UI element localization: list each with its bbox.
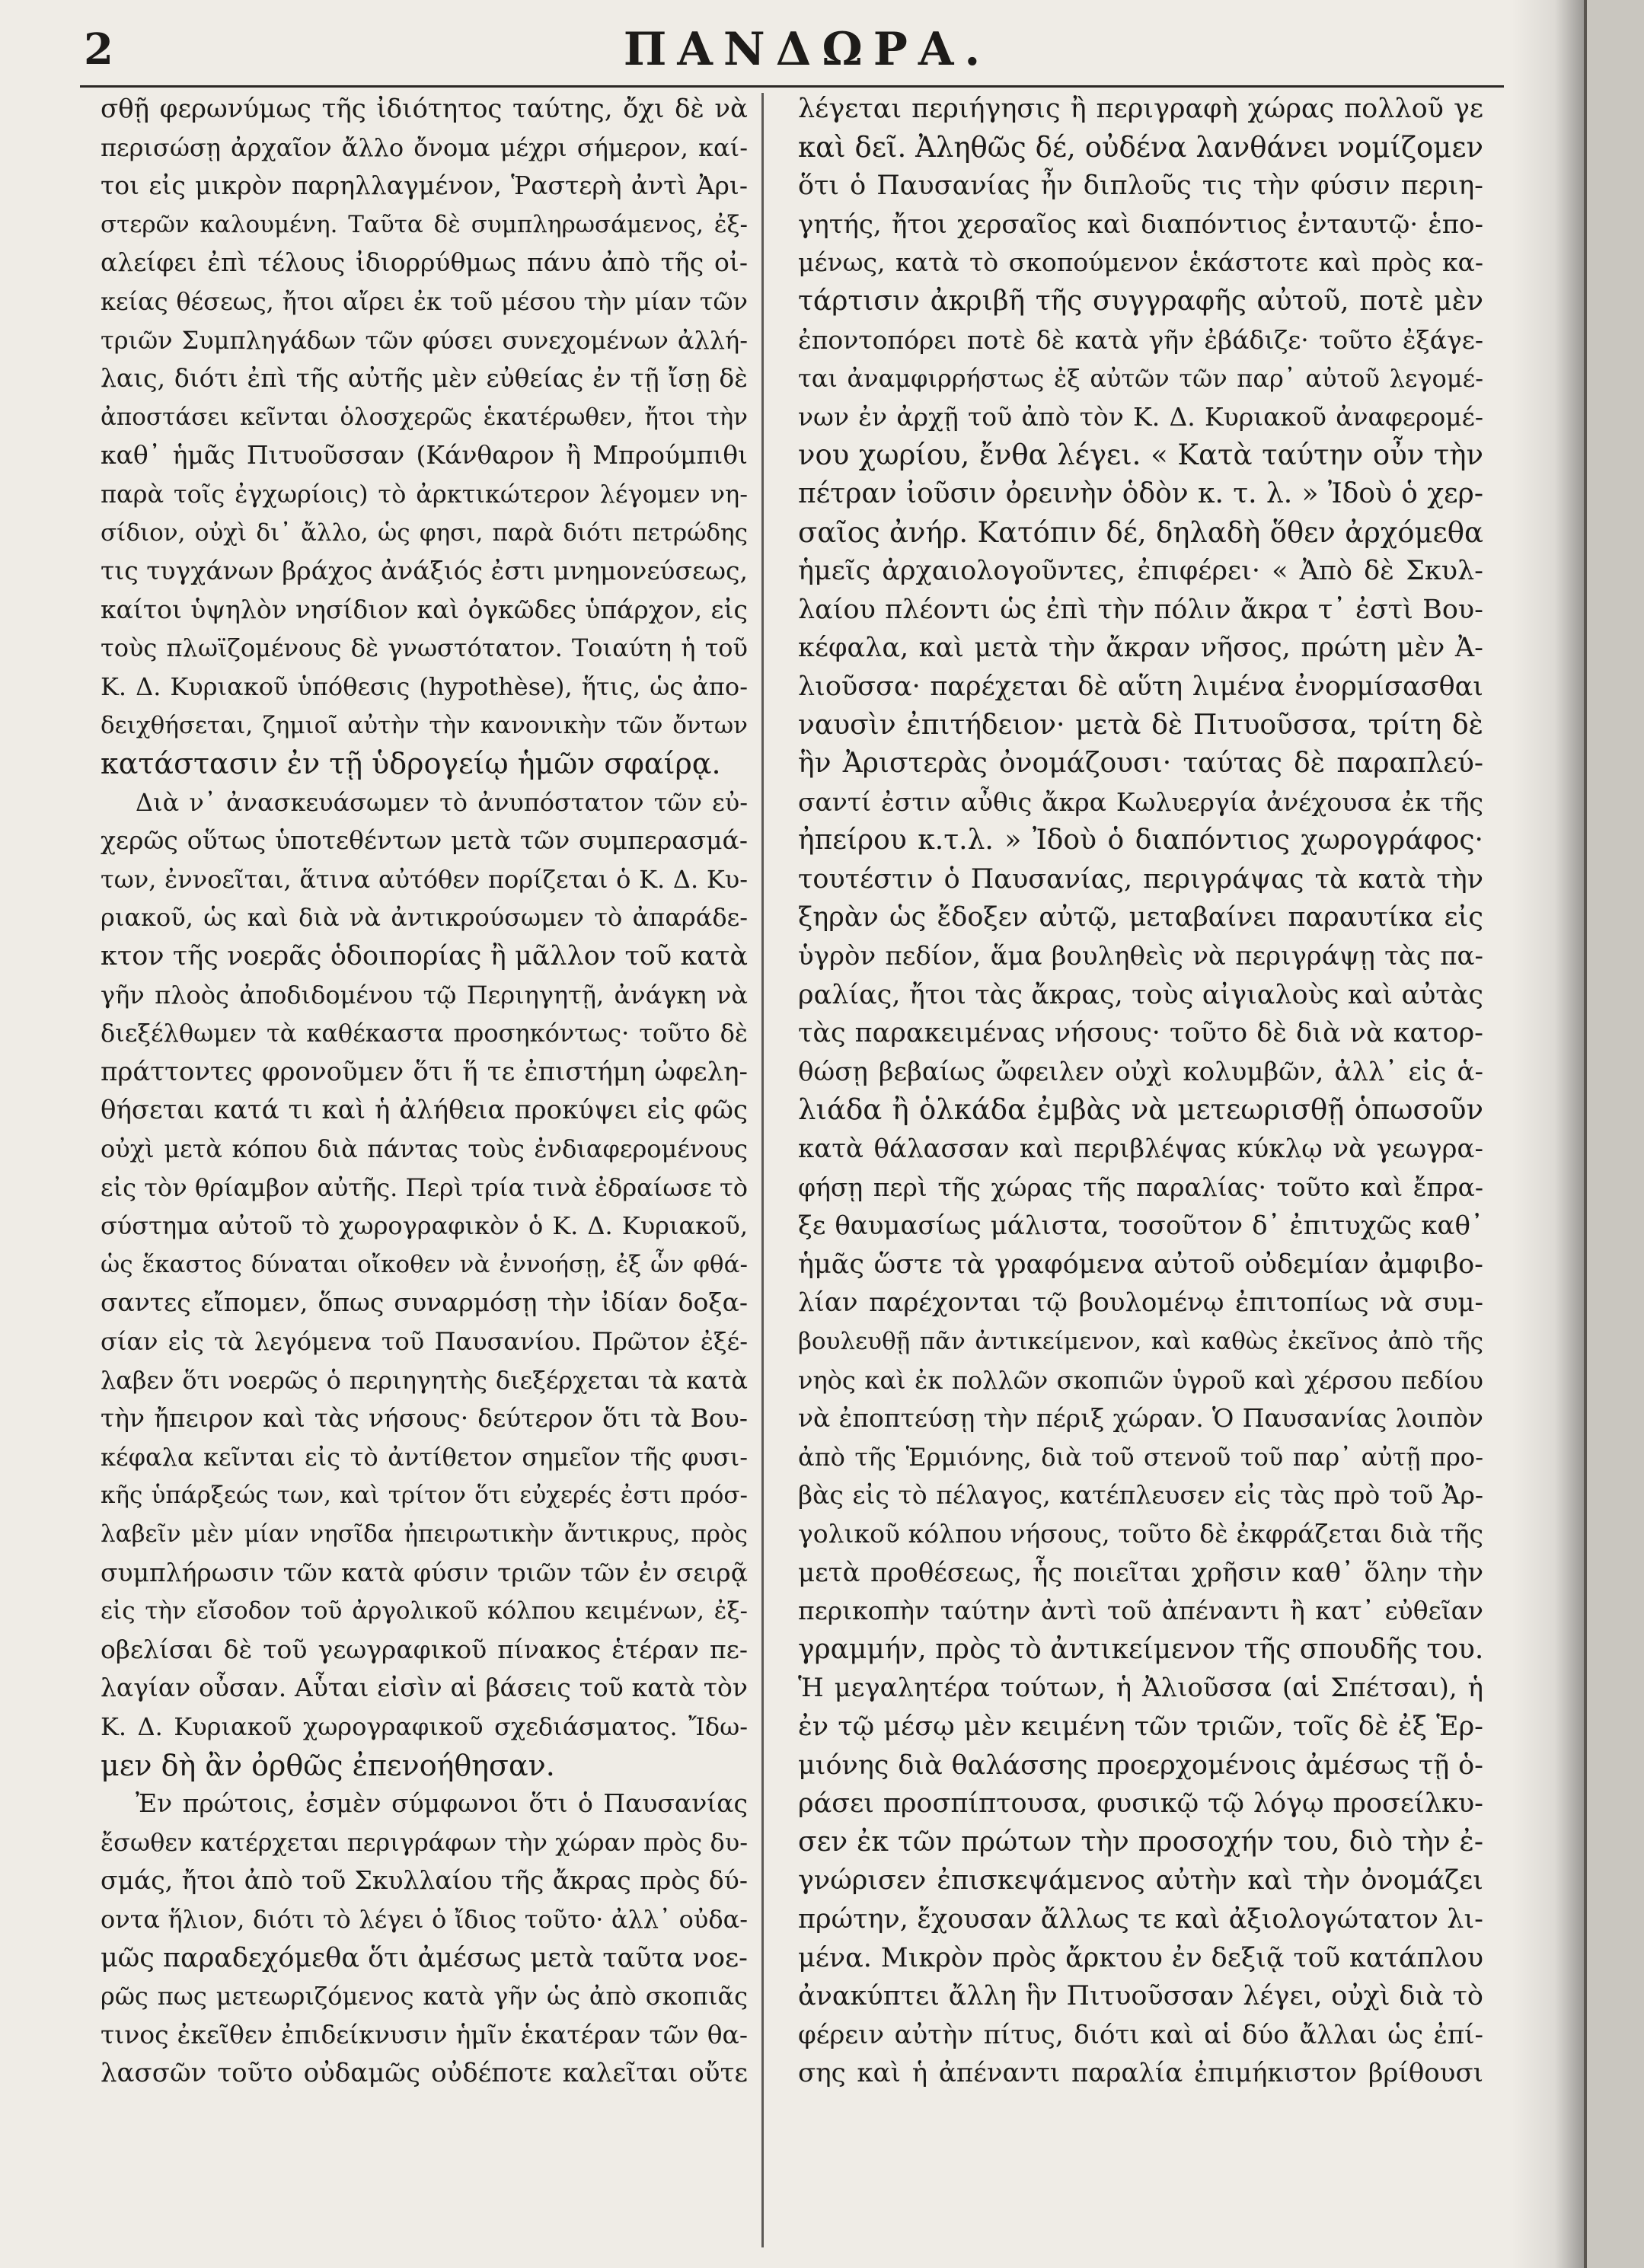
text-line: αλείφει ἐπὶ τέλους ἰδιορρύθμως πάνυ ἀπὸ τῆς οἰ- [101,247,748,278]
text-line: οβελίσαι δὲ τοῦ γεωγραφικοῦ πίνακος ἑτέραν πε- [101,1634,748,1664]
text-line: σαντες εἴπομεν, ὅπως συναρμόσῃ τὴν ἰδίαν δοξα- [101,1287,748,1318]
text-line: κέφαλα κεῖνται εἰς τὸ ἀντίθετον σημεῖον τῆς φυσι- [101,1442,748,1472]
text-line: νου χωρίου, ἔνθα λέγει. « Κατὰ ταύτην οὖν τὴν [798,439,1483,472]
text-line: ὡς ἕκαστος δύναται οἴκοθεν νὰ ἐννοήσῃ, ἐξ ὧν φθά- [101,1250,748,1278]
text-line: φήσῃ περὶ τῆς χώρας τῆς παραλίας· τοῦτο καὶ ἔπρα- [798,1172,1483,1202]
text-line: μεν δὴ ἂν ὀρθῶς ἐπενοήθησαν. [101,1748,555,1782]
text-line: ἐν τῷ μέσῳ μὲν κειμένη τῶν τριῶν, τοῖς δὲ ἐξ Ἑρ- [798,1711,1483,1742]
text-line: πρώτην, ἔχουσαν ἄλλως τε καὶ ἀξιολογώτατον λι- [798,1903,1483,1935]
text-line: ριακοῦ, ὡς καὶ διὰ νὰ ἀντικρούσωμεν τὸ ἀπαράδε- [101,903,748,933]
text-line: ἀπὸ τῆς Ἑρμιόνης, διὰ τοῦ στενοῦ τοῦ παρ᾽ αὐτῇ προ- [798,1442,1483,1472]
text-line: τριῶν Συμπληγάδων τῶν φύσει συνεχομένων ἀλλή- [101,325,748,355]
text-line: θώσῃ βεβαίως ὤφειλεν οὐχὶ κολυμβῶν, ἀλλ᾽ εἰς ἁ- [798,1056,1483,1087]
binding-shadow [1512,0,1584,2268]
text-line: ἔσωθεν κατέρχεται περιγράφων τὴν χώραν πρὸς δυ- [101,1827,748,1857]
text-line: ται ἀναμφιρρήστως ἐξ αὐτῶν τῶν παρ᾽ αὐτοῦ λεγομέ- [798,364,1483,394]
text-line: σίαν εἰς τὰ λεγόμενα τοῦ Παυσανίου. Πρῶτον ἐξέ- [101,1327,748,1356]
text-line: λιάδα ἢ ὁλκάδα ἐμβὰς νὰ μετεωρισθῇ ὁπωσοῦν [798,1093,1483,1127]
text-line: θήσεται κατά τι καὶ ἡ ἀλήθεια προκύψει εἰς φῶς [101,1095,748,1126]
text-line: πέτραν ἰοῦσιν ὀρεινὴν ὁδὸν κ. τ. λ. » Ἰδοὺ ὁ χερ- [798,477,1483,509]
text-line: σαῖος ἀνήρ. Κατόπιν δέ, δηλαδὴ ὅθεν ἀρχόμεθα [798,515,1483,549]
text-line: κτον τῆς νοερᾶς ὁδοιπορίας ἢ μᾶλλον τοῦ κατὰ [101,941,748,972]
text-line: κέφαλα, καὶ μετὰ τὴν ἄκραν νῆσος, πρώτη μὲν Ἀ- [798,633,1483,664]
text-line: σίδιον, οὐχὶ δι᾽ ἄλλο, ὡς φησι, παρὰ διότι πετρώδης [101,518,748,547]
text-line: σαντί ἐστιν αὖθις ἄκρα Κωλυεργία ἀνέχουσα ἐκ τῆς [798,786,1483,817]
text-line: ἡμᾶς ὥστε τὰ γραφόμενα αὐτοῦ οὐδεμίαν ἀμφιβο- [798,1249,1483,1280]
text-line: μένα. Μικρὸν πρὸς ἄρκτου ἐν δεξιᾷ τοῦ κατάπλου [798,1942,1483,1973]
text-line: σμάς, ἤτοι ἀπὸ τοῦ Σκυλλαίου τῆς ἄκρας πρὸς δύ- [101,1865,748,1896]
text-line: τάρτισιν ἀκριβῆ τῆς συγγραφῆς αὐτοῦ, ποτὲ μὲν [798,285,1483,317]
text-line: γραμμήν, πρὸς τὸ ἀντικείμενον τῆς σπουδῆς του. [798,1633,1484,1665]
text-line: κῆς ὑπάρξεώς των, καὶ τρίτον ὅτι εὐχερές ἐστι πρόσ- [101,1482,748,1510]
text-line: καίτοι ὑψηλὸν νησίδιον καὶ ὀγκῶδες ὑπάρχον, εἰς [101,594,748,624]
text-line: τουτέστιν ὁ Παυσανίας, περιγράψας τὰ κατὰ τὴν [798,863,1483,895]
text-line: γητής, ἤτοι χερσαῖος καὶ διαπόντιος ἐνταυτῷ· ἑπο- [798,209,1483,240]
text-line: παρὰ τοῖς ἐγχωρίοις) τὸ ἀρκτικώτερον λέγομεν νη- [101,479,748,509]
text-line: βὰς εἰς τὸ πέλαγος, κατέπλευσεν εἰς τὰς πρὸ τοῦ Ἀρ- [798,1480,1483,1510]
text-line: πράττοντες φρονοῦμεν ὅτι ἥ τε ἐπιστήμη ὠφελη- [101,1056,748,1087]
text-line: λασσῶν τοῦτο οὐδαμῶς οὐδέποτε καλεῖται οὔτε [101,2058,748,2089]
text-line: λίαν παρέχονται τῷ βουλομένῳ ἐπιτοπίως νὰ συμ- [798,1287,1483,1319]
text-line: λιοῦσσα· παρέχεται δὲ αὕτη λιμένα ἐνορμίσασθαι [798,671,1483,702]
text-line: μῶς παραδεχόμεθα ὅτι ἀμέσως μετὰ ταῦτα νοε- [101,1942,748,1973]
left-column [101,90,748,2093]
text-line: Διὰ ν᾽ ἀνασκευάσωμεν τὸ ἀνυπόστατον τῶν εὐ- [136,787,748,817]
column-divider [761,93,764,2247]
text-line: συμπλήρωσιν τῶν κατὰ φύσιν τριῶν τῶν ἐν σειρᾷ [101,1557,748,1587]
text-line: σθῇ φερωνύμως τῆς ἰδιότητος ταύτης, ὄχι δὲ νὰ [101,94,748,124]
text-line: εἰς τὸν θρίαμβον αὐτῆς. Περὶ τρία τινὰ ἐδραίωσε τὸ [101,1172,748,1202]
text-line: χερῶς οὕτως ὑποτεθέντων μετὰ τῶν συμπερασμά- [101,825,748,856]
text-line: γνώρισεν ἐπισκεψάμενος αὐτὴν καὶ τὴν ὀνομάζει [798,1865,1483,1896]
text-line: των, ἐννοεῖται, ἅτινα αὐτόθεν πορίζεται ὁ Κ. Δ. Κυ- [101,864,748,894]
text-line: Κ. Δ. Κυριακοῦ χωρογραφικοῦ σχεδιάσματος. Ἴδω- [101,1711,748,1741]
text-line: ἡμεῖς ἀρχαιολογοῦντες, ἐπιφέρει· « Ἀπὸ δὲ Σκυλ- [798,556,1483,587]
text-line: δειχθήσεται, ζημιοῖ αὐτὴν τὴν κανονικὴν τῶν ὄντων [101,711,748,739]
text-line: λέγεται περιήγησις ἢ περιγραφὴ χώρας πολλοῦ γε [798,94,1483,124]
text-line: κείας θέσεως, ἤτοι αἴρει ἐκ τοῦ μέσου τὴν μίαν τῶν [101,286,748,316]
text-line: λαίου πλέοντι ὡς ἐπὶ τὴν πόλιν ἄκρα τ᾽ ἐστὶ Βου- [798,594,1483,625]
text-line: εἰς τὴν εἴσοδον τοῦ ἀργολικοῦ κόλπου κειμένων, ἐξ- [101,1597,748,1625]
page-number: 2 [84,24,113,75]
text-line: ξηρὰν ὡς ἔδοξεν αὐτῷ, μεταβαίνει παραυτίκα εἰς [798,902,1483,933]
text-line: μένως, κατὰ τὸ σκοπούμενον ἑκάστοτε καὶ πρὸς κα- [798,247,1483,278]
text-line: ἀποστάσει κεῖνται ὁλοσχερῶς ἑκατέρωθεν, ἤτοι τὴν [101,403,748,431]
text-line: νων ἐν ἀρχῇ τοῦ ἀπὸ τὸν Κ. Δ. Κυριακοῦ ἀναφερομέ- [798,401,1483,432]
text-line: ναυσὶν ἐπιτήδειον· μετὰ δὲ Πιτυοῦσσα, τρίτη δὲ [798,709,1483,741]
text-line: καὶ δεῖ. Ἀληθῶς δέ, οὐδένα λανθάνει νομίζομεν [798,130,1483,164]
text-line: οντα ἥλιον, διότι τὸ λέγει ὁ ἴδιος τοῦτο· ἀλλ᾽ οὐδα- [101,1904,748,1934]
text-line: ἣν Ἀριστερὰς ὀνομάζουσι· ταύτας δὲ παραπλεύ- [798,748,1483,780]
text-line: τινος ἐκεῖθεν ἐπιδείκνυσιν ἡμῖν ἑκατέραν τῶν θα- [101,2019,748,2049]
text-line: ἠπείρου κ.τ.λ. » Ἰδοὺ ὁ διαπόντιος χωρογράφος· [798,825,1483,856]
right-column [798,90,1483,2093]
text-line: τοι εἰς μικρὸν παρηλλαγμένον, Ῥαστερὴ ἀντὶ Ἀρι- [101,171,748,201]
text-line: κατὰ θάλασσαν καὶ περιβλέψας κύκλῳ νὰ γεωγρα- [798,1134,1483,1165]
text-line: ράσει προσπίπτουσα, φυσικῷ τῷ λόγῳ προσείλκυ- [798,1788,1483,1820]
text-line: λαις, διότι ἐπὶ τῆς αὐτῆς μὲν εὐθείας ἐν τῇ ἴσῃ δὲ [101,363,748,394]
text-line: μιόνης διὰ θαλάσσης προερχομένοις ἀμέσως τῇ ὁ- [798,1750,1483,1781]
text-line: γολικοῦ κόλπου νήσους, τοῦτο δὲ ἐκφράζεται διὰ τῆς [798,1518,1483,1549]
text-line: γῆν πλοὸς ἀποδιδομένου τῷ Περιηγητῇ, ἀνάγκη νὰ [101,980,748,1010]
text-line: νηὸς καὶ ἐκ πολλῶν σκοπιῶν ὑγροῦ καὶ χέρσου πεδίου [798,1365,1483,1395]
text-line: ρῶς πως μετεωριζόμενος κατὰ γῆν ὡς ἀπὸ σκοπιᾶς [101,1982,748,2011]
text-line: λαγίαν οὖσαν. Αὗται εἰσὶν αἱ βάσεις τοῦ κατὰ τὸν [101,1673,748,1703]
text-line: νὰ ἐποπτεύσῃ τὴν πέριξ χώραν. Ὁ Παυσανίας λοιπὸν [798,1403,1483,1434]
text-line: περισώσῃ ἀρχαῖον ἄλλο ὄνομα μέχρι σήμερον, καί- [101,132,748,162]
text-line: ἀνακύπτει ἄλλη ἣν Πιτυοῦσσαν λέγει, οὐχὶ διὰ τὸ [798,1981,1483,2012]
text-line: σεν ἐκ τῶν πρώτων τὴν προσοχήν του, διὸ τὴν ἐ- [798,1826,1483,1858]
text-line: λαβεῖν μὲν μίαν νησῖδα ἠπειρωτικὴν ἄντικρυς, πρὸς [101,1520,748,1548]
text-line: τὰς παρακειμένας νήσους· τοῦτο δὲ διὰ νὰ κατορ- [798,1018,1483,1049]
text-line: μετὰ προθέσεως, ἧς ποιεῖται χρῆσιν καθ᾽ ὅλην τὴν [798,1557,1483,1588]
text-line: τοὺς πλωϊζομένους δὲ γνωστότατον. Τοιαύτη ἡ τοῦ [101,633,748,663]
text-line: ὑγρὸν πεδίον, ἅμα βουληθεὶς νὰ περιγράψῃ τὰς πα- [798,941,1483,972]
text-line: περικοπὴν ταύτην ἀντὶ τοῦ ἀπέναντι ἢ κατ᾽ εὐθεῖαν [798,1596,1483,1626]
text-line: ξε θαυμασίως μάλιστα, τοσοῦτον δ᾽ ἐπιτυχῶς καθ᾽ [798,1211,1483,1242]
text-line: στερῶν καλουμένη. Ταῦτα δὲ συμπληρωσάμενος, ἐξ- [101,210,748,238]
text-line: Κ. Δ. Κυριακοῦ ὑπόθεσις (hypothèse), ἥτις, ὡς ἀπο- [101,671,748,701]
text-line: καθ᾽ ἡμᾶς Πιτυοῦσσαν (Κάνθαρον ἢ Μπρούμπιθι [101,440,748,471]
text-line: φέρειν αὐτὴν πίτυς, διότι καὶ αἱ δύο ἄλλαι ὡς ἐπί- [798,2019,1483,2050]
text-line: Ἡ μεγαλητέρα τούτων, ἡ Ἀλιοῦσσα (αἱ Σπέτσαι), ἡ [798,1673,1483,1704]
text-line: διεξέλθωμεν τὰ καθέκαστα προσηκόντως· τοῦτο δὲ [101,1019,748,1048]
text-line: βουλευθῇ πᾶν ἀντικείμενον, καὶ καθὼς ἐκεῖνος ἀπὸ τῆς [798,1328,1483,1355]
adjacent-page-edge [1584,0,1644,2268]
text-line: τις τυγχάνων βράχος ἀνάξιός ἐστι μνημονεύσεως, [101,556,748,586]
text-line: σης καὶ ἡ ἀπέναντι παραλία ἐπιμήκιστον βρίθουσι [798,2058,1483,2089]
text-line: οὐχὶ μετὰ κόπου διὰ πάντας τοὺς ἐνδιαφερομένους [101,1134,748,1164]
text-line: τὴν ἤπειρον καὶ τὰς νήσους· δεύτερον ὅτι τὰ Βου- [101,1403,748,1434]
running-head-title: ΠΑΝΔΩΡΑ. [623,23,991,76]
text-line: ἐποντοπόρει ποτὲ δὲ κατὰ γῆν ἐβάδιζε· τοῦτο ἐξάγε- [798,324,1483,355]
text-line: ὅτι ὁ Παυσανίας ἦν διπλοῦς τις τὴν φύσιν περιη- [798,171,1483,202]
text-line: λαβεν ὅτι νοερῶς ὁ περιηγητὴς διεξέρχεται τὰ κατὰ [101,1365,748,1395]
text-line: κατάστασιν ἐν τῇ ὑδρογείῳ ἡμῶν σφαίρᾳ. [101,747,721,781]
text-line: σύστημα αὐτοῦ τὸ χωρογραφικὸν ὁ Κ. Δ. Κυριακοῦ, [101,1211,748,1241]
header-rule [80,85,1504,88]
text-line: Ἐν πρώτοις, ἐσμὲν σύμφωνοι ὅτι ὁ Παυσανίας [136,1788,748,1819]
text-line: ραλίας, ἤτοι τὰς ἄκρας, τοὺς αἰγιαλοὺς καὶ αὐτὰς [798,979,1483,1010]
